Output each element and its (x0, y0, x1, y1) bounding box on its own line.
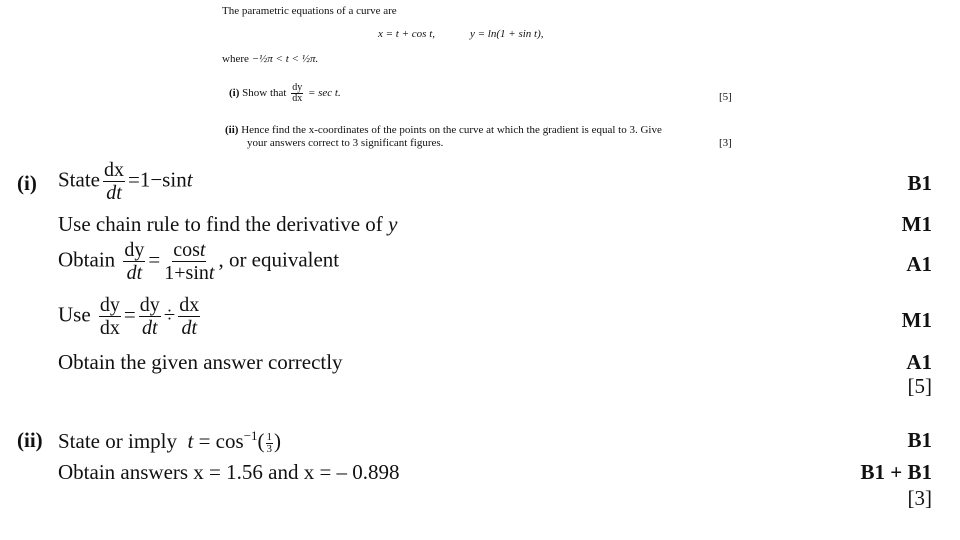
y-equation: y = ln(1 + sin t), (470, 28, 544, 40)
dx-dt-fraction: $\frac{dx}{dt}$ (104, 159, 124, 204)
dy-dt-fraction: $\frac{dy}{dt}$ (139, 294, 160, 339)
mark-b1: B1 (907, 171, 932, 195)
dx-dt-fraction: $\frac{dx}{dt}$ (179, 294, 200, 339)
dy-dx-fraction: $\frac{dy}{dx}$ (99, 294, 120, 339)
where-label: where (222, 53, 249, 65)
scheme-row-state-t: State or imply $t = \cos^{-1}$( $\frac{1}{3}$ ) (58, 428, 282, 455)
row-suffix: , or equivalent (218, 247, 340, 272)
part-ii-text-2: your answers correct to 3 significant figures. (247, 137, 444, 149)
part-i-total: [5] (907, 374, 932, 398)
scheme-row-answers: Obtain answers x = 1.56 and x = – 0.898 (58, 460, 400, 484)
question-intro: The parametric equations of a curve are (222, 5, 397, 17)
scheme-row-given-answer: Obtain the given answer correctly (58, 350, 343, 374)
x-equation: x = t + cos t, (378, 28, 436, 40)
dy-dt-fraction: $\frac{dy}{dt}$ (124, 239, 145, 284)
scheme-part-i-label: (i) (17, 171, 37, 195)
part-i-label: (i) (229, 87, 240, 100)
part-i-question (229, 83, 341, 104)
part-ii-question (225, 124, 662, 136)
range-expression: −½π < t < ½π. (251, 53, 319, 65)
part-i-text: Show that (242, 87, 287, 100)
row-text: Use (58, 302, 91, 327)
scheme-row-state-dxdt: State $\frac{dx}{dt}$ =1−sint (58, 159, 193, 204)
row-text: State or imply (58, 429, 177, 453)
row-text: Obtain (58, 247, 116, 272)
part-ii-text-1: Hence find the x-coordinates of the points on the curve at which the gradient is equal to 3. Give (241, 124, 662, 136)
part-i-equation: = sec t. (307, 87, 341, 100)
part-i-marks: [5] (719, 91, 732, 103)
scheme-part-ii-label: (ii) (17, 428, 43, 452)
cos-over-sin-fraction: $\frac{\cos t}{1+\sin t}$ (164, 239, 215, 284)
mark-a1: A1 (906, 350, 932, 374)
row-text: Use chain rule to find the derivative of (58, 212, 383, 236)
one-third-fraction: $\frac{1}{3}$ (266, 430, 273, 455)
dy-dx-fraction: $\frac{dy}{dx}$ (292, 82, 303, 104)
scheme-row-use-division: Use $\frac{dy}{dx}$ = $\frac{dy}{dt}$ ÷ $\frac{dx}{dt}$ (58, 294, 200, 339)
part-ii-total: [3] (907, 486, 932, 510)
mark-a1: A1 (906, 252, 932, 276)
mark-m1: M1 (901, 308, 932, 332)
row-var: y (388, 212, 398, 236)
scheme-row-obtain-dydt: Obtain $\frac{dy}{dt}$ = $\frac{\cos t}{1+\sin t}$ , or equivalent (58, 239, 340, 284)
mark-b1: B1 (907, 428, 932, 452)
mark-b1-b1: B1 + B1 (860, 460, 932, 484)
part-ii-marks: [3] (719, 137, 732, 149)
part-ii-label: (ii) (225, 124, 239, 136)
mark-m1: M1 (901, 212, 932, 236)
range-line (222, 53, 318, 65)
row-text: State (58, 167, 100, 192)
scheme-row-chain-rule (58, 212, 397, 237)
